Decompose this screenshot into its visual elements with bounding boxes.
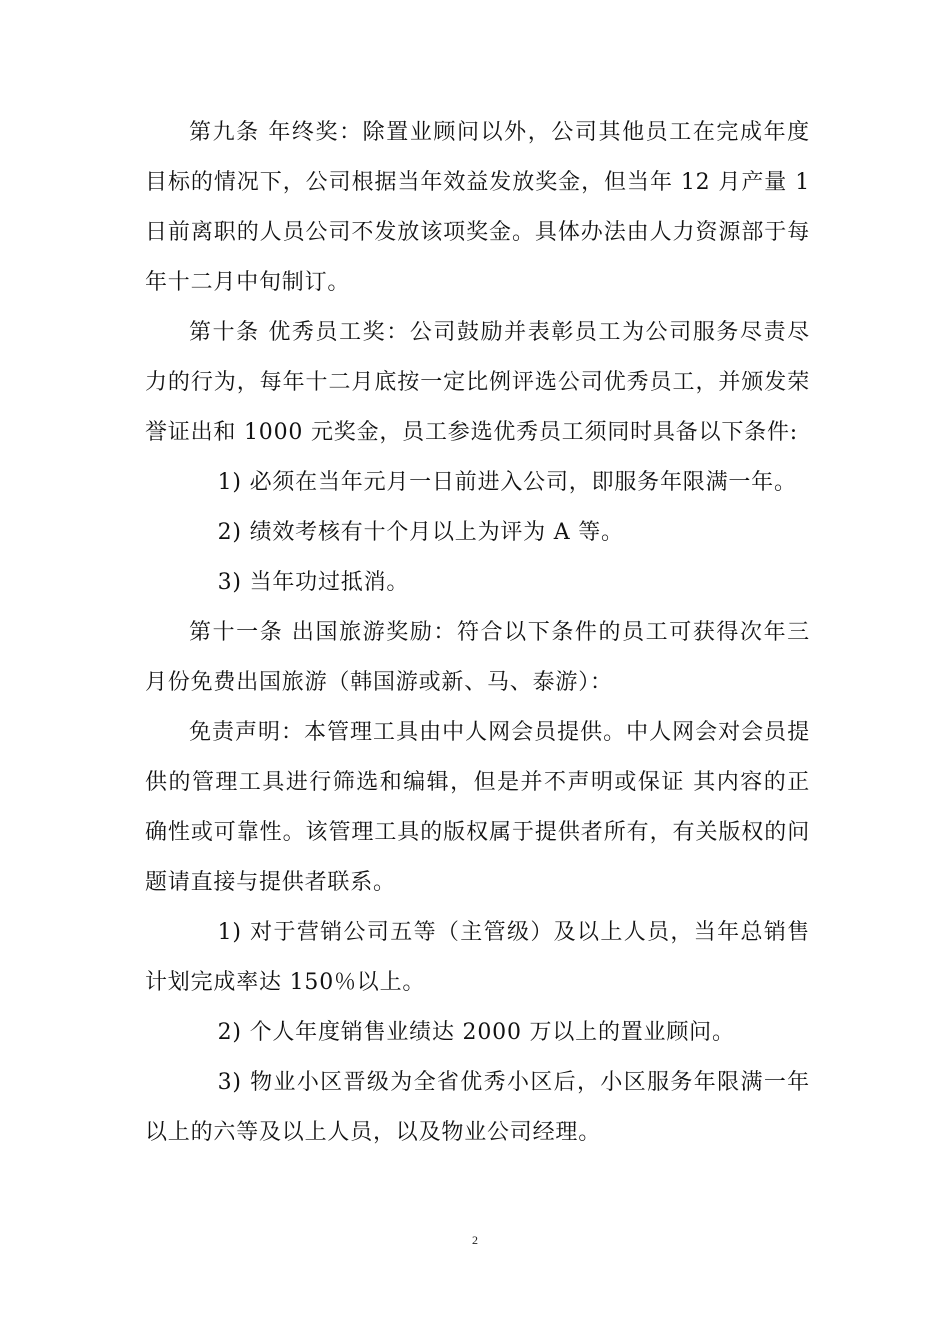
article-11-condition-1: 1) 对于营销公司五等（主管级）及以上人员，当年总销售计划完成率达 150％以上。 [145, 920, 810, 995]
article-9-paragraph: 第九条 年终奖：除置业顾问以外，公司其他员工在完成年度目标的情况下，公司根据当年效益发放奖金，但当年 12 月产量 1 日前离职的人员公司不发放该项奖金。具体办法由人力资源部于每年十二月中旬制订。 [145, 120, 810, 295]
article-11-condition-2: 2) 个人年度销售业绩达 2000 万以上的置业顾问。 [217, 1020, 735, 1045]
article-10-condition-3: 3) 当年功过抵消。 [217, 570, 410, 595]
disclaimer-paragraph: 免责声明：本管理工具由中人网会员提供。中人网会对会员提供的管理工具进行筛选和编辑，但是并不声明或保证 其内容的正确性或可靠性。该管理工具的版权属于提供者所有，有关版权的问题请直接与提供者联系。 [145, 720, 810, 895]
article-11-condition-3: 3) 物业小区晋级为全省优秀小区后，小区服务年限满一年以上的六等及以上人员，以及物业公司经理。 [145, 1070, 810, 1145]
article-10-condition-2: 2) 绩效考核有十个月以上为评为 A 等。 [217, 520, 624, 545]
article-11-paragraph: 第十一条 出国旅游奖励：符合以下条件的员工可获得次年三月份免费出国旅游（韩国游或新、马、泰游）： [145, 620, 810, 695]
page-number: 2 [472, 1233, 478, 1247]
article-10-condition-1: 1) 必须在当年元月一日前进入公司，即服务年限满一年。 [217, 470, 797, 495]
document-body [145, 108, 810, 1158]
article-10-paragraph: 第十条 优秀员工奖：公司鼓励并表彰员工为公司服务尽责尽力的行为，每年十二月底按一定比例评选公司优秀员工，并颁发荣誉证出和 1000 元奖金，员工参选优秀员工须同时具备以下条件: [145, 320, 810, 445]
